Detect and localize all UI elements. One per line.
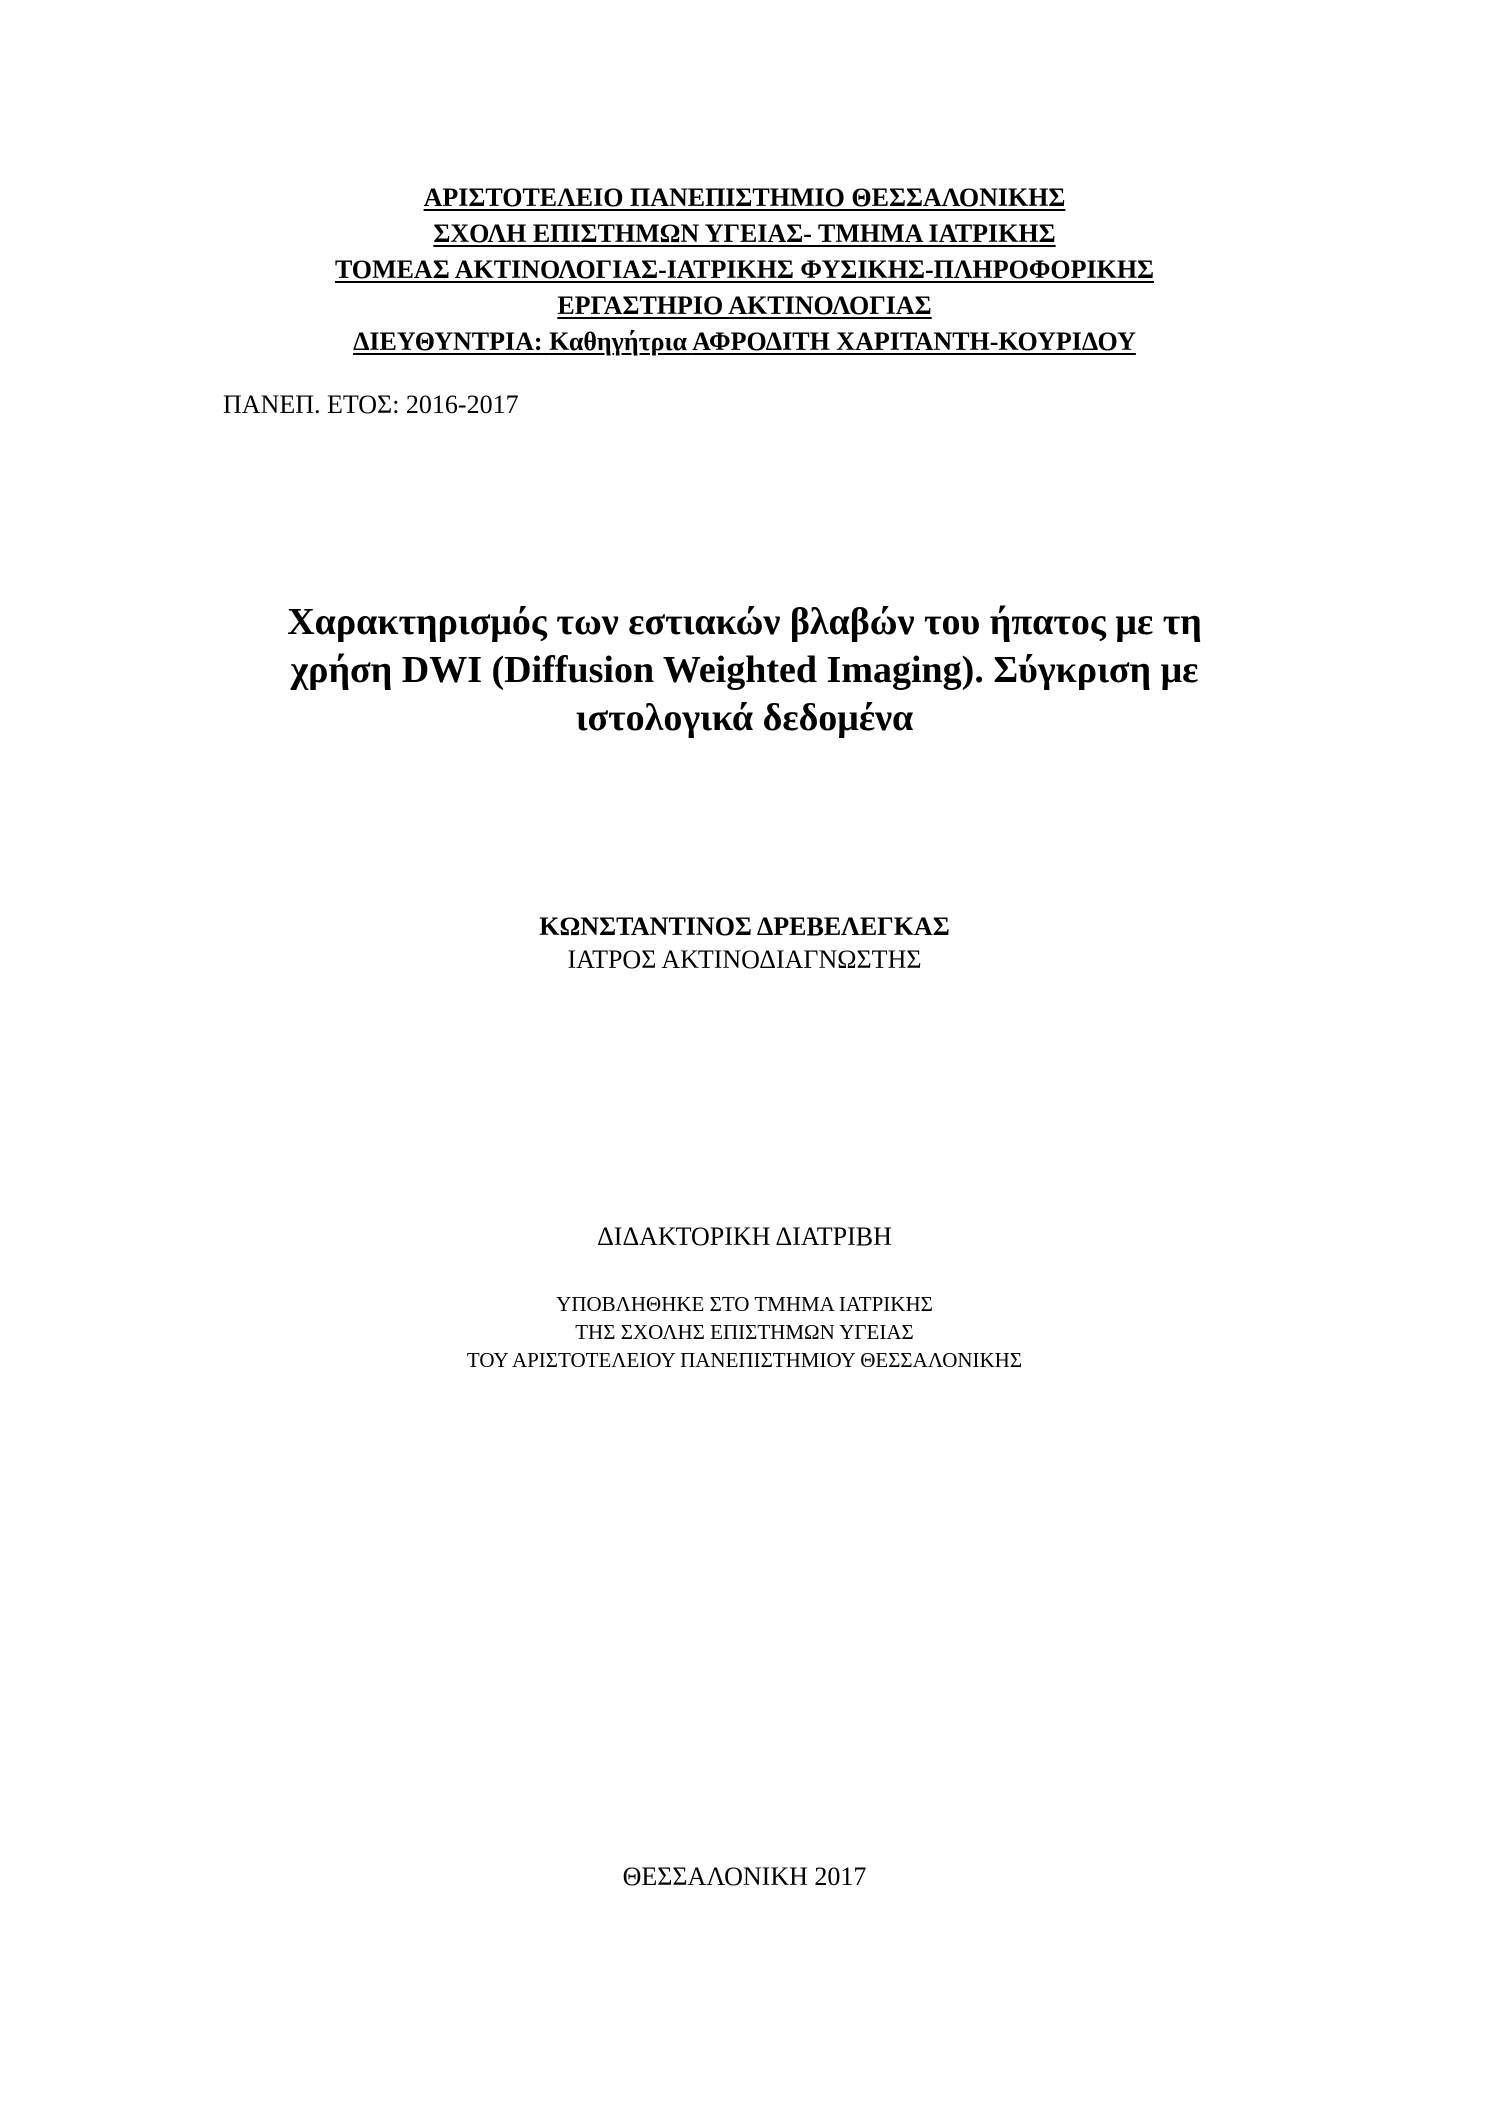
author-name: ΚΩΝΣΤΑΝΤΙΝΟΣ ΔΡΕΒΕΛΕΓΚΑΣ xyxy=(539,912,950,941)
author-role: ΙΑΤΡΟΣ ΑΚΤΙΝΟΔΙΑΓΝΩΣΤΗΣ xyxy=(567,945,922,974)
institution-header xyxy=(0,180,1489,360)
submission-line-1: ΥΠΟΒΛΗΘΗΚΕ ΣΤΟ ΤΜΗΜΑ ΙΑΤΡΙΚΗΣ xyxy=(556,1292,933,1316)
academic-year: ΠΑΝΕΠ. ΕΤΟΣ: 2016-2017 xyxy=(223,390,519,419)
director-label: ΔΙΕΥΘΥΝΤΡΙΑ: xyxy=(353,327,543,356)
sector-name: ΤΟΜΕΑΣ ΑΚΤΙΝΟΛΟΓΙΑΣ-ΙΑΤΡΙΚΗΣ ΦΥΣΙΚΗΣ-ΠΛΗΡΟΦΟΡΙΚΗΣ xyxy=(334,255,1155,284)
submission-line-2: ΤΗΣ ΣΧΟΛΗΣ ΕΠΙΣΤΗΜΩΝ ΥΓΕΙΑΣ xyxy=(575,1320,914,1344)
submission-statement xyxy=(0,1290,1489,1374)
school-name: ΣΧΟΛΗ ΕΠΙΣΤΗΜΩΝ ΥΓΕΙΑΣ- ΤΜΗΜΑ ΙΑΤΡΙΚΗΣ xyxy=(433,219,1056,248)
thesis-title-line-2: χρήση DWI (Diffusion Weighted Imaging). Σύγκριση με xyxy=(290,649,1199,691)
thesis-title-line-3: ιστολογικά δεδομένα xyxy=(575,697,914,739)
thesis-type: ΔΙΔΑΚΤΟΡΙΚΗ ΔΙΑΤΡΙΒΗ xyxy=(597,1222,892,1251)
author-block xyxy=(0,910,1489,976)
place-and-year: ΘΕΣΣΑΛΟΝΙΚΗ 2017 xyxy=(622,1862,867,1891)
director-title: Καθηγήτρια xyxy=(549,327,688,356)
university-name: ΑΡΙΣΤΟΤΕΛΕΙΟ ΠΑΝΕΠΙΣΤΗΜΙΟ ΘΕΣΣΑΛΟΝΙΚΗΣ xyxy=(423,183,1066,212)
laboratory-name: ΕΡΓΑΣΤΗΡΙΟ ΑΚΤΙΝΟΛΟΓΙΑΣ xyxy=(557,291,932,320)
director-name: ΑΦΡΟΔΙΤΗ ΧΑΡΙΤΑΝΤΗ-ΚΟΥΡΙΔΟΥ xyxy=(692,327,1136,356)
director-line xyxy=(0,324,1489,360)
thesis-title xyxy=(0,598,1489,742)
thesis-title-line-1: Χαρακτηρισμός των εστιακών βλαβών του ήπατος με τη xyxy=(287,601,1202,643)
submission-line-3: ΤΟΥ ΑΡΙΣΤΟΤΕΛΕΙΟΥ ΠΑΝΕΠΙΣΤΗΜΙΟΥ ΘΕΣΣΑΛΟΝΙΚΗΣ xyxy=(466,1348,1023,1372)
